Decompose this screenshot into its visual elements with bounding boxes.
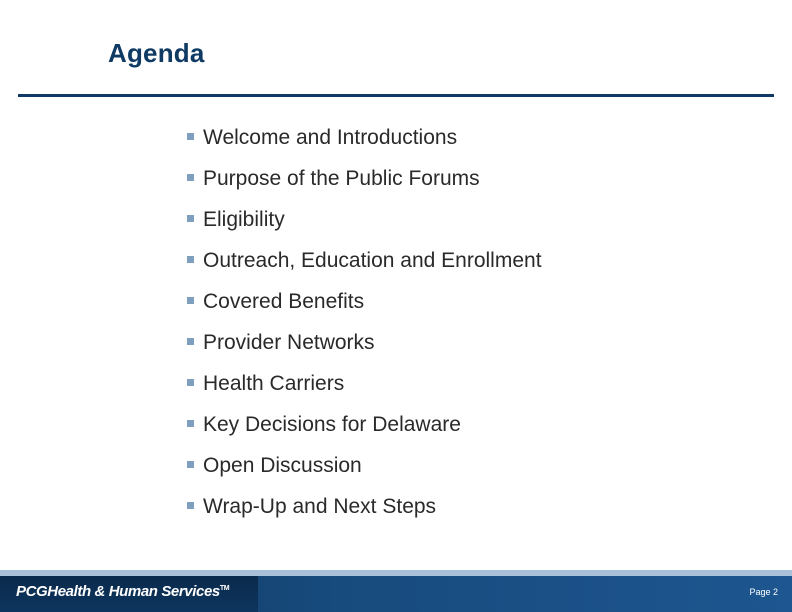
agenda-item-label: Purpose of the Public Forums bbox=[203, 167, 480, 190]
footer-bar bbox=[0, 576, 792, 612]
agenda-item-label: Wrap-Up and Next Steps bbox=[203, 495, 437, 518]
square-bullet-icon bbox=[187, 174, 194, 181]
company-logo bbox=[0, 576, 258, 612]
page-number: Page 2 bbox=[749, 587, 778, 597]
square-bullet-icon bbox=[187, 379, 194, 386]
square-bullet-icon bbox=[187, 461, 194, 468]
agenda-item bbox=[187, 493, 542, 534]
agenda-item-label: Provider Networks bbox=[203, 331, 375, 354]
agenda-item bbox=[187, 206, 542, 247]
agenda-item-label: Outreach, Education and Enrollment bbox=[203, 249, 542, 272]
title-divider bbox=[18, 94, 774, 97]
agenda-item bbox=[187, 124, 542, 165]
logo-text bbox=[16, 583, 229, 600]
square-bullet-icon bbox=[187, 133, 194, 140]
slide-title: Agenda bbox=[108, 38, 205, 68]
agenda-item bbox=[187, 165, 542, 206]
agenda-item-label: Eligibility bbox=[203, 208, 285, 231]
agenda-item bbox=[187, 452, 542, 493]
agenda-item-label: Covered Benefits bbox=[203, 290, 365, 313]
agenda-item bbox=[187, 329, 542, 370]
agenda-item-label: Health Carriers bbox=[203, 372, 345, 395]
square-bullet-icon bbox=[187, 215, 194, 222]
square-bullet-icon bbox=[187, 338, 194, 345]
agenda-list bbox=[187, 124, 542, 534]
agenda-item-label: Open Discussion bbox=[203, 454, 362, 477]
agenda-item-label: Welcome and Introductions bbox=[203, 126, 458, 149]
square-bullet-icon bbox=[187, 297, 194, 304]
agenda-item bbox=[187, 247, 542, 288]
logo-trademark: TM bbox=[219, 585, 230, 592]
square-bullet-icon bbox=[187, 256, 194, 263]
agenda-item bbox=[187, 288, 542, 329]
agenda-item bbox=[187, 370, 542, 411]
agenda-item bbox=[187, 411, 542, 452]
agenda-item-label: Key Decisions for Delaware bbox=[203, 413, 461, 436]
square-bullet-icon bbox=[187, 420, 194, 427]
square-bullet-icon bbox=[187, 502, 194, 509]
logo-name: PCGHealth & Human Services bbox=[16, 583, 220, 600]
